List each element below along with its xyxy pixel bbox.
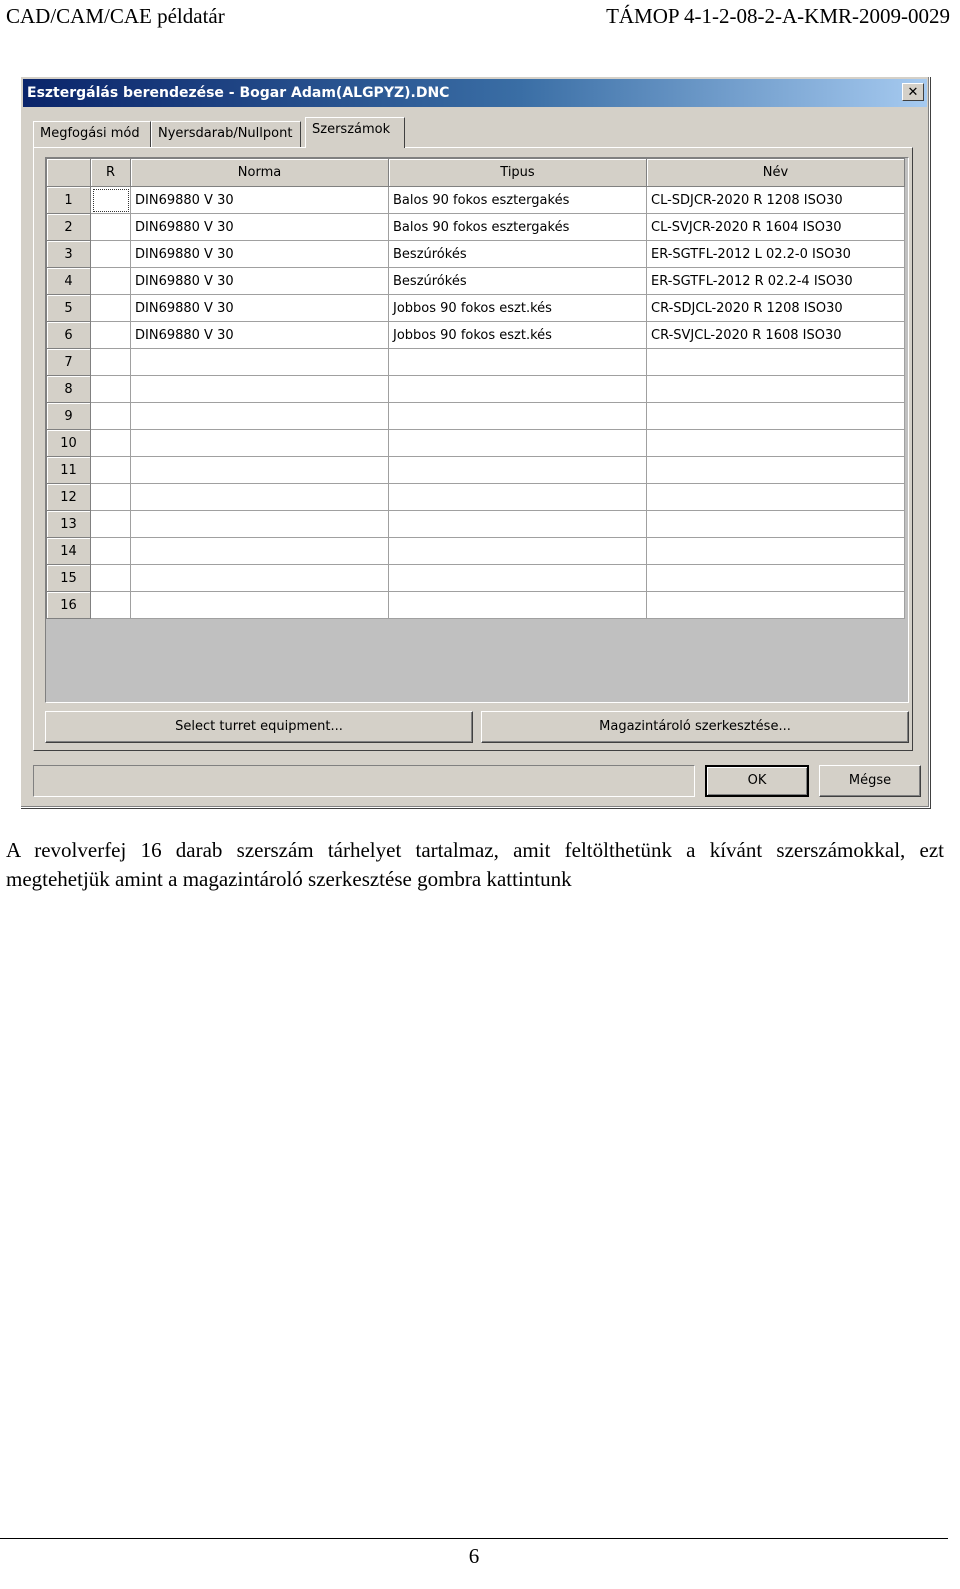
cell-r[interactable] bbox=[91, 322, 131, 349]
row-number[interactable]: 13 bbox=[47, 511, 91, 538]
cancel-button[interactable]: Mégse bbox=[819, 765, 921, 797]
cell-tipus[interactable]: Balos 90 fokos esztergakés bbox=[389, 214, 647, 241]
table-row[interactable] bbox=[47, 565, 905, 592]
table-row[interactable] bbox=[47, 268, 905, 295]
cell-norma[interactable]: DIN69880 V 30 bbox=[131, 268, 389, 295]
cell-nev[interactable] bbox=[647, 349, 905, 376]
cell-norma[interactable] bbox=[131, 538, 389, 565]
dialog-window bbox=[20, 76, 930, 808]
cell-r[interactable] bbox=[91, 241, 131, 268]
cell-r[interactable] bbox=[91, 214, 131, 241]
cell-r[interactable] bbox=[91, 430, 131, 457]
cell-nev[interactable] bbox=[647, 565, 905, 592]
table-row[interactable] bbox=[47, 322, 905, 349]
tool-grid[interactable] bbox=[45, 157, 909, 703]
tab-szerszamok[interactable]: Szerszámok bbox=[305, 117, 405, 148]
ok-button[interactable]: OK bbox=[705, 765, 809, 797]
cell-nev[interactable]: CR-SVJCL-2020 R 1608 ISO30 bbox=[647, 322, 905, 349]
cell-r[interactable] bbox=[91, 268, 131, 295]
row-number[interactable]: 11 bbox=[47, 457, 91, 484]
cell-nev[interactable]: CL-SVJCR-2020 R 1604 ISO30 bbox=[647, 214, 905, 241]
cell-tipus[interactable] bbox=[389, 565, 647, 592]
cell-r[interactable] bbox=[91, 511, 131, 538]
cell-tipus[interactable] bbox=[389, 484, 647, 511]
cell-norma[interactable]: DIN69880 V 30 bbox=[131, 241, 389, 268]
table-row[interactable] bbox=[47, 214, 905, 241]
cell-tipus[interactable] bbox=[389, 592, 647, 619]
corner-header bbox=[47, 159, 91, 187]
cell-norma[interactable] bbox=[131, 592, 389, 619]
row-number[interactable]: 2 bbox=[47, 214, 91, 241]
table-row[interactable] bbox=[47, 511, 905, 538]
cell-norma[interactable] bbox=[131, 430, 389, 457]
cell-r[interactable] bbox=[91, 403, 131, 430]
cell-nev[interactable] bbox=[647, 430, 905, 457]
row-number[interactable]: 14 bbox=[47, 538, 91, 565]
cell-r[interactable] bbox=[91, 376, 131, 403]
table-row[interactable] bbox=[47, 457, 905, 484]
table-row[interactable] bbox=[47, 295, 905, 322]
row-number[interactable]: 5 bbox=[47, 295, 91, 322]
cell-r[interactable] bbox=[91, 457, 131, 484]
cell-nev[interactable] bbox=[647, 484, 905, 511]
cell-tipus[interactable]: Beszúrókés bbox=[389, 241, 647, 268]
cell-tipus[interactable] bbox=[389, 376, 647, 403]
cell-r[interactable] bbox=[91, 349, 131, 376]
row-number[interactable]: 10 bbox=[47, 430, 91, 457]
header-right: TÁMOP 4-1-2-08-2-A-KMR-2009-0029 bbox=[606, 4, 950, 28]
table-row[interactable] bbox=[47, 187, 905, 214]
cell-tipus[interactable]: Beszúrókés bbox=[389, 268, 647, 295]
row-number[interactable]: 15 bbox=[47, 565, 91, 592]
cell-norma[interactable] bbox=[131, 376, 389, 403]
row-number[interactable]: 16 bbox=[47, 592, 91, 619]
column-header-norma[interactable]: Norma bbox=[131, 159, 389, 187]
cell-nev[interactable] bbox=[647, 457, 905, 484]
row-number[interactable]: 7 bbox=[47, 349, 91, 376]
cell-nev[interactable]: ER-SGTFL-2012 R 02.2-4 ISO30 bbox=[647, 268, 905, 295]
table-row[interactable] bbox=[47, 484, 905, 511]
cell-norma[interactable]: DIN69880 V 30 bbox=[131, 214, 389, 241]
cell-norma[interactable] bbox=[131, 484, 389, 511]
cell-nev[interactable] bbox=[647, 538, 905, 565]
row-number[interactable]: 3 bbox=[47, 241, 91, 268]
row-number[interactable]: 6 bbox=[47, 322, 91, 349]
cell-norma[interactable]: DIN69880 V 30 bbox=[131, 295, 389, 322]
table-row[interactable] bbox=[47, 430, 905, 457]
cell-r[interactable] bbox=[91, 484, 131, 511]
cell-nev[interactable] bbox=[647, 403, 905, 430]
row-number[interactable]: 1 bbox=[47, 187, 91, 214]
cell-tipus[interactable] bbox=[389, 538, 647, 565]
row-number[interactable]: 9 bbox=[47, 403, 91, 430]
table-row[interactable] bbox=[47, 592, 905, 619]
cell-nev[interactable]: CL-SDJCR-2020 R 1208 ISO30 bbox=[647, 187, 905, 214]
cell-norma[interactable] bbox=[131, 565, 389, 592]
tab-megfogasi-mod[interactable]: Megfogási mód bbox=[33, 121, 151, 147]
cell-nev[interactable] bbox=[647, 592, 905, 619]
column-header-r[interactable]: R bbox=[91, 159, 131, 187]
close-icon[interactable]: ✕ bbox=[902, 83, 924, 101]
status-field bbox=[33, 765, 695, 797]
cell-norma[interactable]: DIN69880 V 30 bbox=[131, 322, 389, 349]
dialog-titlebar bbox=[23, 79, 927, 107]
cell-nev[interactable]: ER-SGTFL-2012 L 02.2-0 ISO30 bbox=[647, 241, 905, 268]
cell-r[interactable] bbox=[91, 538, 131, 565]
caption-text: A revolverfej 16 darab szerszám tárhelyet tartalmaz, amit feltölthetünk a kívánt szerszámokkal, ezt megtehetjük amint a magazintároló szerkesztése gombra kattintunk bbox=[6, 838, 944, 891]
cell-tipus[interactable] bbox=[389, 511, 647, 538]
cell-tipus[interactable] bbox=[389, 349, 647, 376]
row-number[interactable]: 12 bbox=[47, 484, 91, 511]
magazine-edit-button[interactable]: Magazintároló szerkesztése... bbox=[481, 711, 909, 743]
cell-norma[interactable] bbox=[131, 511, 389, 538]
cell-r[interactable] bbox=[91, 295, 131, 322]
table-row[interactable] bbox=[47, 403, 905, 430]
column-header-nev[interactable]: Név bbox=[647, 159, 905, 187]
row-number[interactable]: 4 bbox=[47, 268, 91, 295]
cell-norma[interactable] bbox=[131, 403, 389, 430]
cell-norma[interactable] bbox=[131, 457, 389, 484]
cell-tipus[interactable]: Balos 90 fokos esztergakés bbox=[389, 187, 647, 214]
table-row[interactable] bbox=[47, 241, 905, 268]
tool-table bbox=[46, 158, 905, 619]
cell-tipus[interactable] bbox=[389, 457, 647, 484]
cell-tipus[interactable]: Jobbos 90 fokos eszt.kés bbox=[389, 295, 647, 322]
table-row[interactable] bbox=[47, 376, 905, 403]
cell-nev[interactable] bbox=[647, 376, 905, 403]
cell-norma[interactable] bbox=[131, 349, 389, 376]
tab-nyersdarab-nullpont[interactable]: Nyersdarab/Nullpont bbox=[151, 121, 301, 147]
cell-nev[interactable]: CR-SDJCL-2020 R 1208 ISO30 bbox=[647, 295, 905, 322]
cell-norma[interactable]: DIN69880 V 30 bbox=[131, 187, 389, 214]
cell-tipus[interactable]: Jobbos 90 fokos eszt.kés bbox=[389, 322, 647, 349]
cell-nev[interactable] bbox=[647, 511, 905, 538]
dialog-title: Esztergálás berendezése - Bogar Adam(ALGPYZ).DNC bbox=[27, 85, 450, 101]
select-turret-button[interactable]: Select turret equipment... bbox=[45, 711, 473, 743]
cell-r[interactable] bbox=[91, 592, 131, 619]
column-header-tipus[interactable]: Tipus bbox=[389, 159, 647, 187]
table-row[interactable] bbox=[47, 349, 905, 376]
cell-r[interactable] bbox=[91, 565, 131, 592]
footer-divider bbox=[0, 1538, 948, 1539]
cell-r[interactable] bbox=[91, 187, 131, 214]
page-number: 6 bbox=[468, 1544, 480, 1568]
cell-tipus[interactable] bbox=[389, 430, 647, 457]
header-left: CAD/CAM/CAE példatár bbox=[6, 4, 225, 28]
row-number[interactable]: 8 bbox=[47, 376, 91, 403]
table-row[interactable] bbox=[47, 538, 905, 565]
cell-tipus[interactable] bbox=[389, 403, 647, 430]
